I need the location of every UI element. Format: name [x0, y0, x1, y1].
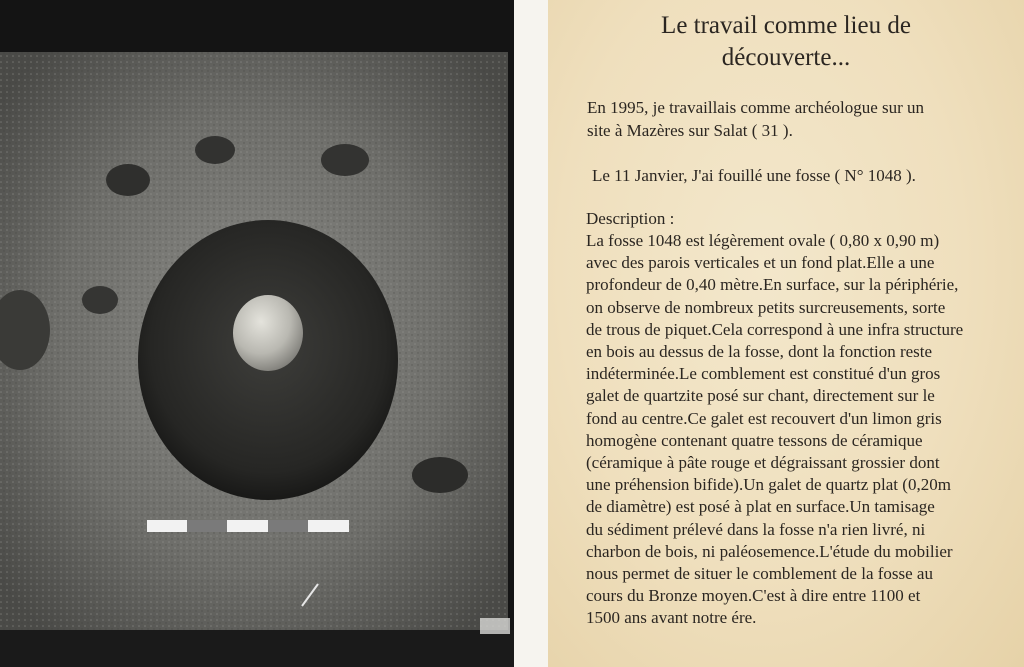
description-line: profondeur de 0,40 mètre.En surface, sur la périphérie,: [586, 275, 959, 295]
description-line: une préhension bifide).Un galet de quartz plat (0,20m: [586, 475, 951, 495]
scale-bar: [147, 520, 349, 532]
description-line: on observe de nombreux petits surcreusements, sorte: [586, 297, 946, 317]
photo-margin: [514, 0, 548, 667]
description-line: (céramique à pâte rouge et dégraissant grossier dont: [586, 453, 940, 473]
description-line: cours du Bronze moyen.C'est à dire entre 1100 et: [586, 586, 921, 606]
title-line-1: Le travail comme lieu de: [661, 12, 911, 39]
text-panel: [548, 0, 1024, 667]
post-hole: [195, 136, 235, 164]
post-hole: [82, 286, 118, 314]
description-line: indéterminée.Le comblement est constitué d'un gros: [586, 364, 941, 384]
description-line: La fosse 1048 est légèrement ovale ( 0,80 x 0,90 m): [586, 231, 940, 250]
description-line: nous permet de situer le comblement de la fosse au: [586, 564, 933, 584]
description-heading: Description :: [586, 209, 675, 228]
description-line: avec des parois verticales et un fond plat.Elle a une: [586, 253, 935, 273]
description-line: homogène contenant quatre tessons de céramique: [586, 430, 923, 450]
description-line: de diamètre) est posé à plat en surface.Un tamisage: [586, 497, 935, 517]
description-line: du sédiment prélevé dans la fosse n'a rien livré, ni: [586, 519, 926, 539]
description-line: galet de quartzite posé sur chant, directement sur le: [586, 386, 935, 406]
quartzite-pebble: [233, 295, 303, 371]
description-line: charbon de bois, ni paléosemence.L'étude du mobilier: [586, 541, 953, 561]
intro-line: En 1995, je travaillais comme archéologue sur un: [587, 98, 925, 117]
description-line: fond au centre.Ce galet est recouvert d'un limon gris: [586, 408, 942, 428]
description-line: 1500 ans avant notre ére.: [586, 608, 757, 628]
date-line: Le 11 Janvier, J'ai fouillé une fosse ( N° 1048 ).: [592, 166, 916, 185]
intro-line: site à Mazères sur Salat ( 31 ).: [587, 121, 793, 140]
title-line-2: découverte...: [721, 44, 851, 71]
description-body: [586, 230, 963, 630]
description-line: de trous de piquet.Cela correspond à une infra structure: [586, 319, 964, 339]
post-hole: [106, 164, 150, 196]
post-hole: [412, 457, 468, 493]
intro-paragraph: [587, 96, 924, 142]
post-hole: [321, 144, 369, 176]
description-line: en bois au dessus de la fosse, dont la fonction reste: [586, 342, 933, 362]
